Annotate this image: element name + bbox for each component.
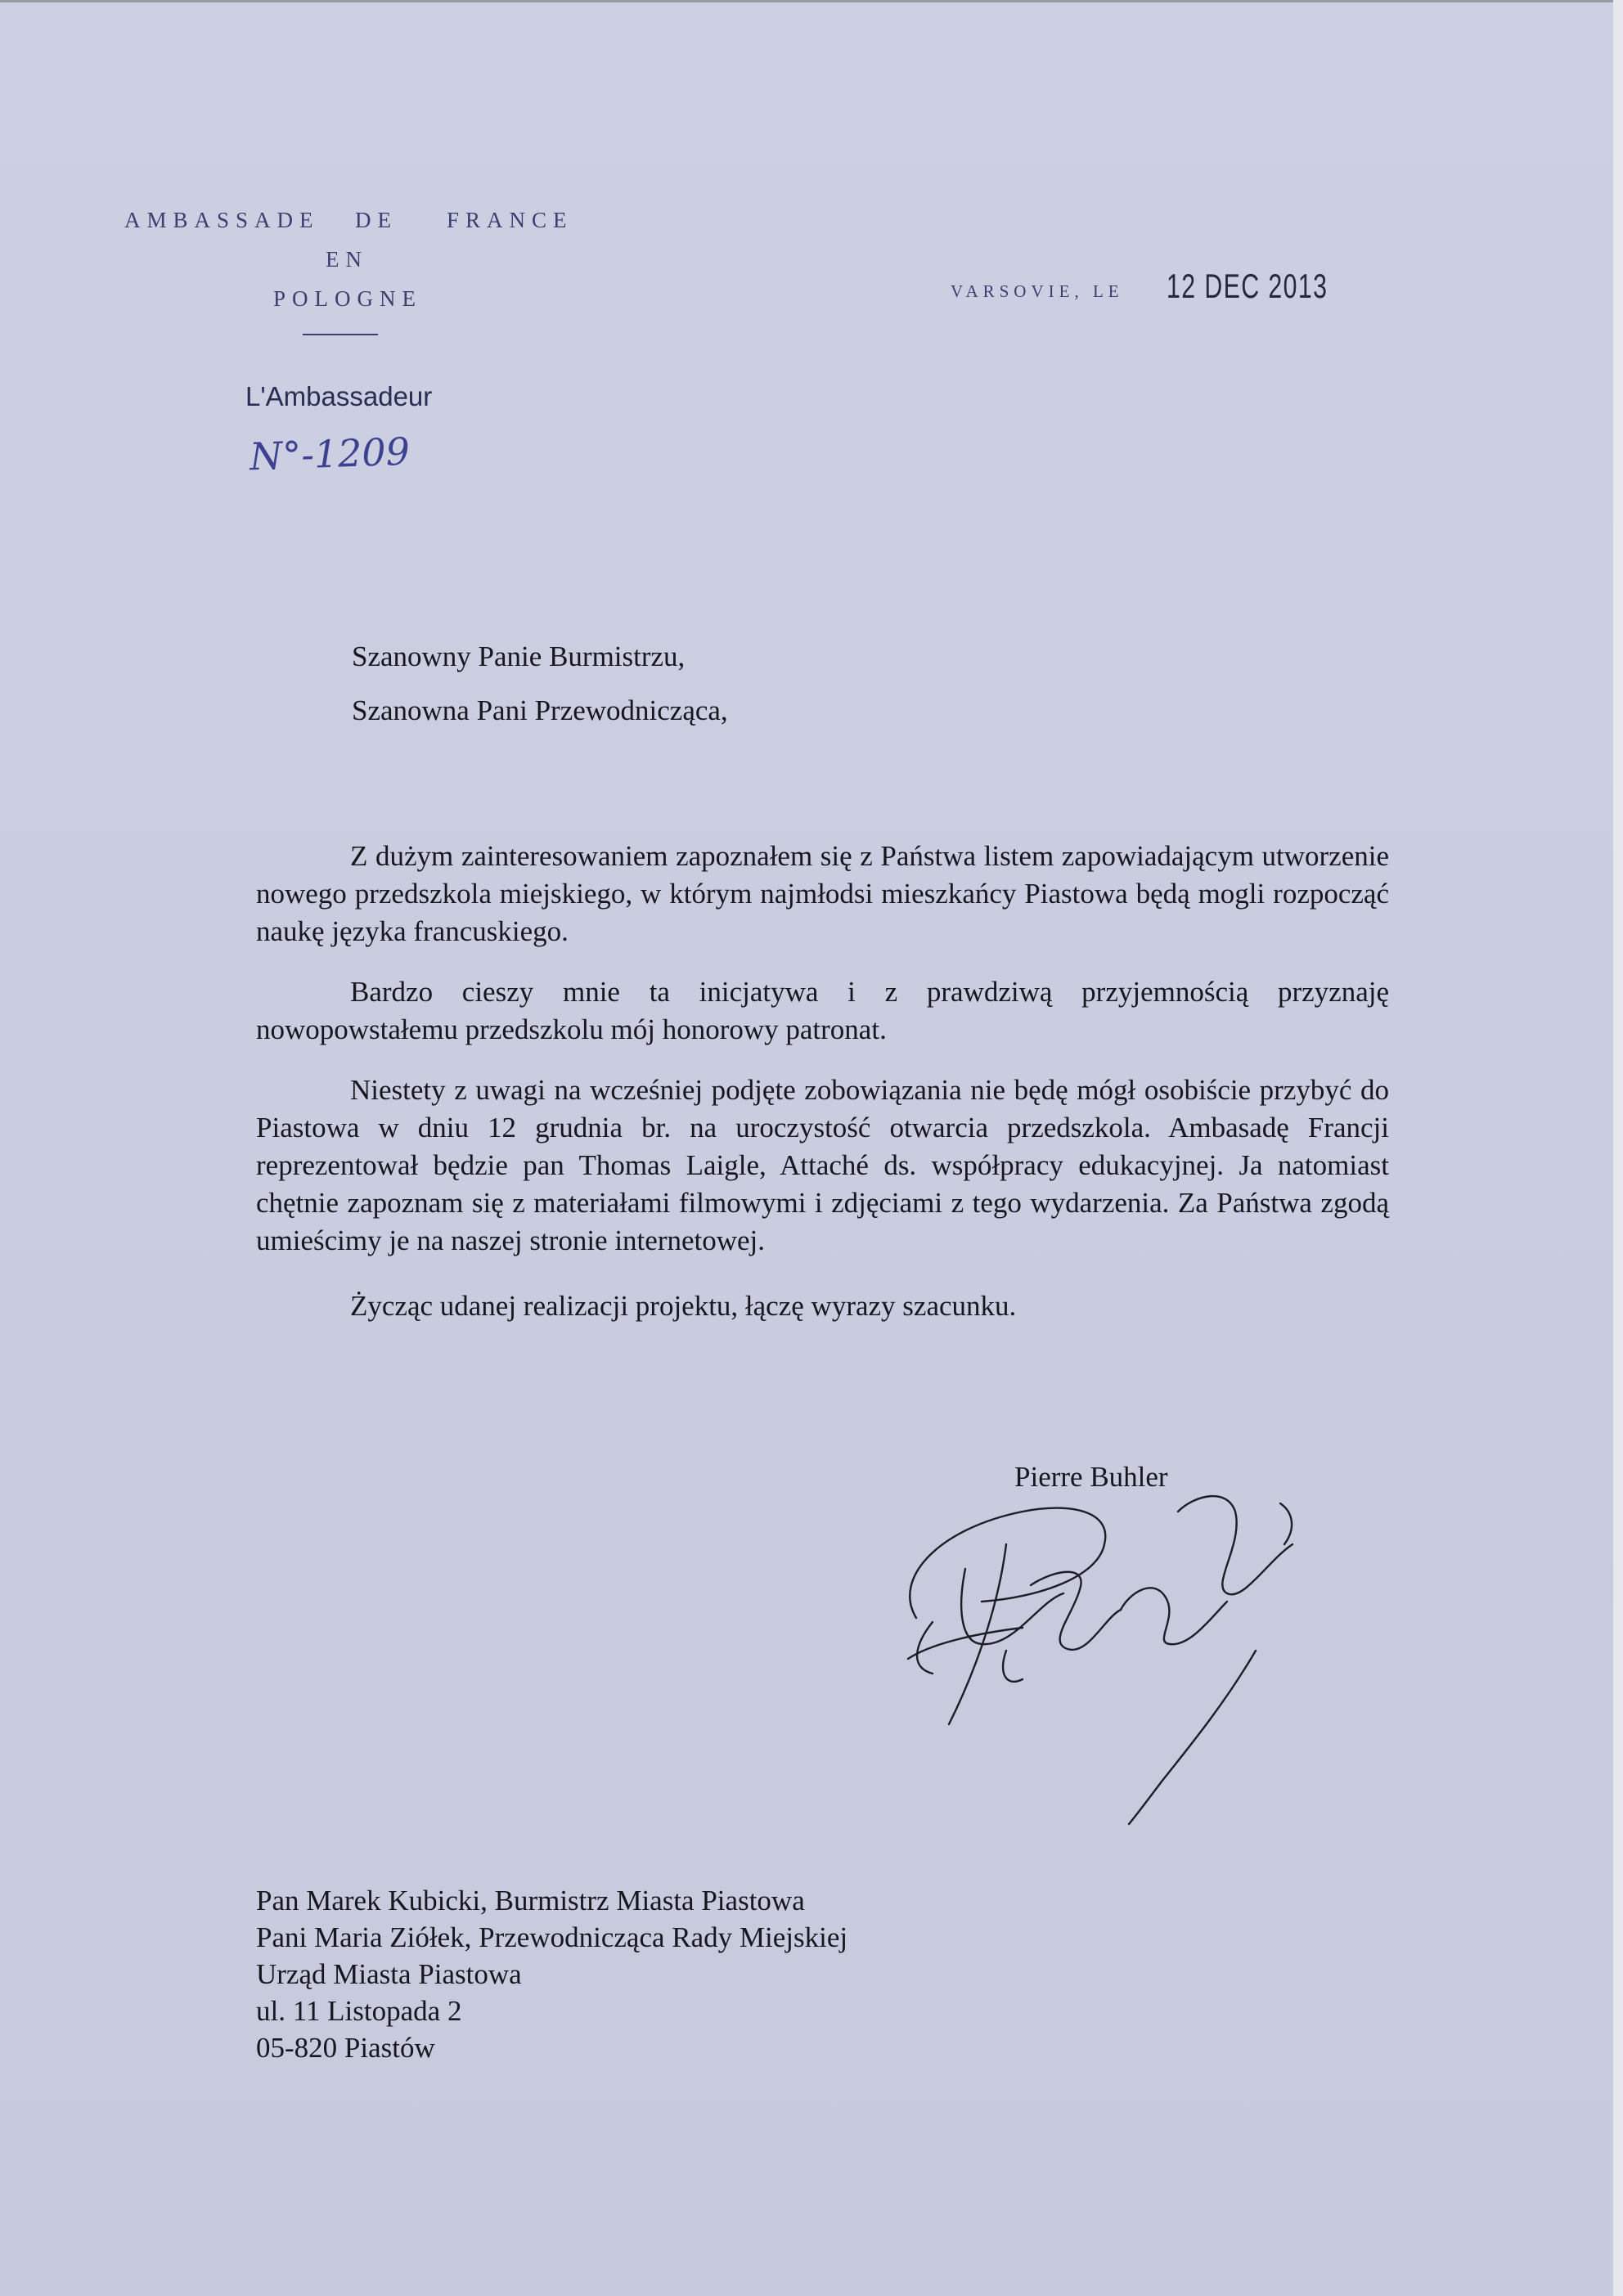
handwritten-signature-icon <box>883 1454 1309 1831</box>
salutation-line-2: Szanowna Pani Przewodnicząca, <box>352 694 728 726</box>
date-stamp: 12 DEC 2013 <box>1167 267 1329 305</box>
date-place: VARSOVIE, LE <box>951 281 1124 301</box>
recipient-address <box>256 1882 847 2066</box>
paragraph-1: Z dużym zainteresowaniem zapoznałem się z Państwa listem zapowiadającym utworzenie nowego przedszkola miejskiego, w którym najmłodsi mieszkańcy Piastowa będą mogli rozpocząć naukę języka francuskiego. <box>256 840 1389 947</box>
letterhead-en: EN <box>326 247 368 272</box>
sender-role: L'Ambassadeur <box>245 381 433 411</box>
salutation-line-1: Szanowny Panie Burmistrzu, <box>352 640 686 672</box>
paragraph-3: Niestety z uwagi na wcześniej podjęte zobowiązania nie będę mógł osobiście przybyć do Piastowa w dniu 12 grudnia br. na uroczystość otwarcia przedszkola. Ambasadę Francji reprezentował będzie pan Thomas Laigle, Attaché ds. współpracy edukacyjnej. Ja natomiast chętnie zapoznam się z materiałami filmowymi i zdjęciami z tego wydarzenia. Za Państwa zgodą umieścimy je na naszej stronie internetowej. <box>256 1074 1389 1256</box>
address-line-5: 05-820 Piastów <box>256 2032 435 2064</box>
page-top-edge <box>0 0 1623 2</box>
address-line-2: Pani Maria Ziółek, Przewodnicząca Rady Miejskiej <box>256 1921 848 1953</box>
paragraph-2: Bardzo cieszy mnie ta inicjatywa i z prawdziwą przyjemnością przyznaję nowopowstałemu przedszkolu mój honorowy patronat. <box>256 976 1389 1045</box>
signatory-name: Pierre Buhler <box>1014 1461 1168 1493</box>
signature-block <box>883 1454 1309 1831</box>
page-right-edge <box>1613 0 1623 2296</box>
salutation <box>352 630 728 738</box>
address-line-3: Urząd Miasta Piastowa <box>256 1958 522 1990</box>
letterhead-pologne: POLOGNE <box>273 286 422 311</box>
letterhead-rule <box>303 334 378 335</box>
address-line-1: Pan Marek Kubicki, Burmistrz Miasta Piastowa <box>256 1885 805 1916</box>
letterhead-de: DE <box>355 208 398 232</box>
letterhead-ambassade: AMBASSADE <box>124 208 320 232</box>
address-line-4: ul. 11 Listopada 2 <box>256 1995 462 2027</box>
letterhead-france: FRANCE <box>447 208 573 232</box>
reference-number: N°-1209 <box>249 429 411 479</box>
paragraph-4: Życząc udanej realizacji projektu, łączę wyrazy szacunku. <box>350 1290 1017 1322</box>
